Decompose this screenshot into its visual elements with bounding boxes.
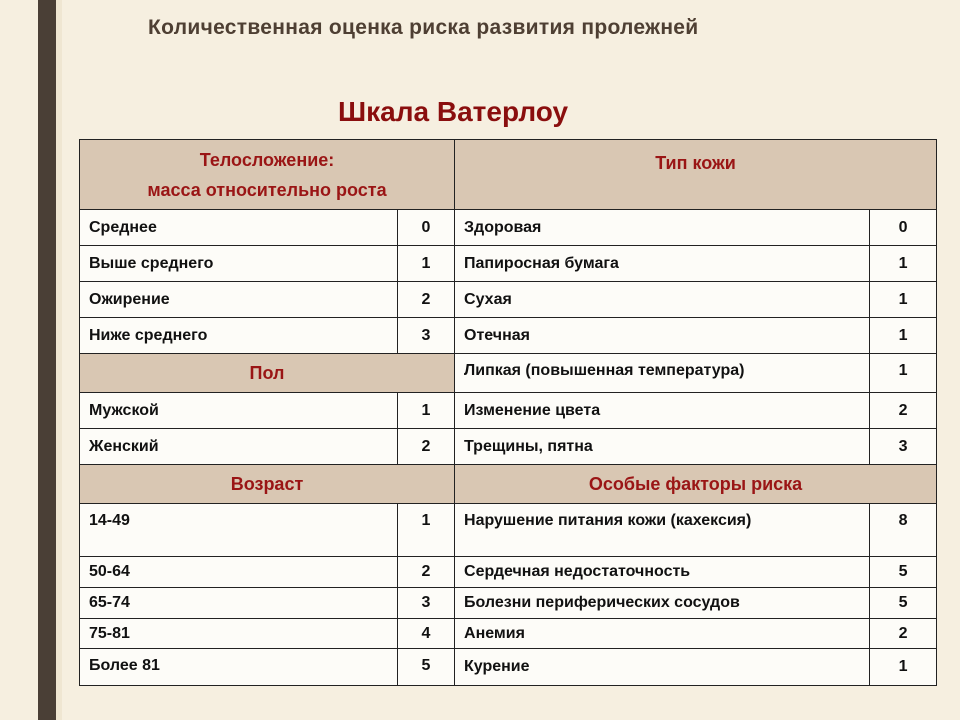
table-header-row (80, 465, 937, 504)
page-title: Количественная оценка риска развития пролежней (148, 16, 699, 39)
build-label: Ниже среднего (80, 318, 398, 354)
age-score: 2 (398, 557, 455, 588)
waterlow-scale-table (79, 139, 937, 686)
age-label: 75-81 (80, 619, 398, 649)
skin-score: 1 (870, 354, 937, 393)
age-label: Более 81 (80, 649, 398, 686)
header-build-line2: масса относительно роста (147, 179, 387, 200)
header-sex: Пол (80, 354, 455, 393)
special-label: Болезни периферических сосудов (455, 588, 870, 619)
table-row (80, 318, 937, 354)
special-score: 5 (870, 588, 937, 619)
special-label: Сердечная недостаточность (455, 557, 870, 588)
skin-label: Здоровая (455, 210, 870, 246)
scale-title: Шкала Ватерлоу (338, 96, 569, 127)
decorative-side-stripe (56, 0, 62, 720)
table-row (80, 393, 937, 429)
special-score: 5 (870, 557, 937, 588)
skin-label: Папиросная бумага (455, 246, 870, 282)
build-label: Среднее (80, 210, 398, 246)
age-label: 65-74 (80, 588, 398, 619)
table-row (80, 246, 937, 282)
table-header-row (80, 140, 937, 210)
build-label: Выше среднего (80, 246, 398, 282)
build-score: 0 (398, 210, 455, 246)
table-row (80, 429, 937, 465)
header-build-line1: Телосложение: (199, 149, 335, 170)
special-score: 8 (870, 504, 937, 557)
special-label: Нарушение питания кожи (кахексия) (455, 504, 870, 557)
age-label: 50-64 (80, 557, 398, 588)
build-label: Ожирение (80, 282, 398, 318)
skin-label: Липкая (повышенная температура) (455, 354, 870, 393)
skin-label: Сухая (455, 282, 870, 318)
sex-score: 1 (398, 393, 455, 429)
age-score: 4 (398, 619, 455, 649)
skin-score: 1 (870, 318, 937, 354)
age-label: 14-49 (80, 504, 398, 557)
table-row (80, 588, 937, 619)
skin-score: 1 (870, 282, 937, 318)
decorative-side-bar (38, 0, 56, 720)
special-score: 2 (870, 619, 937, 649)
sex-score: 2 (398, 429, 455, 465)
header-special: Особые факторы риска (455, 465, 937, 504)
skin-label: Трещины, пятна (455, 429, 870, 465)
sex-label: Женский (80, 429, 398, 465)
build-score: 3 (398, 318, 455, 354)
special-score: 1 (870, 649, 937, 686)
special-label: Курение (455, 649, 870, 686)
table-row (80, 282, 937, 318)
sex-label: Мужской (80, 393, 398, 429)
header-age: Возраст (80, 465, 455, 504)
table-row (80, 649, 937, 686)
skin-score: 0 (870, 210, 937, 246)
age-score: 5 (398, 649, 455, 686)
age-score: 1 (398, 504, 455, 557)
table-row (80, 354, 937, 393)
table-row (80, 504, 937, 557)
table-row (80, 557, 937, 588)
build-score: 1 (398, 246, 455, 282)
header-build (80, 140, 455, 210)
skin-label: Изменение цвета (455, 393, 870, 429)
skin-score: 1 (870, 246, 937, 282)
table-row (80, 619, 937, 649)
header-skin: Тип кожи (455, 140, 937, 210)
skin-score: 2 (870, 393, 937, 429)
special-label: Анемия (455, 619, 870, 649)
build-score: 2 (398, 282, 455, 318)
skin-score: 3 (870, 429, 937, 465)
table-row (80, 210, 937, 246)
skin-label: Отечная (455, 318, 870, 354)
age-score: 3 (398, 588, 455, 619)
